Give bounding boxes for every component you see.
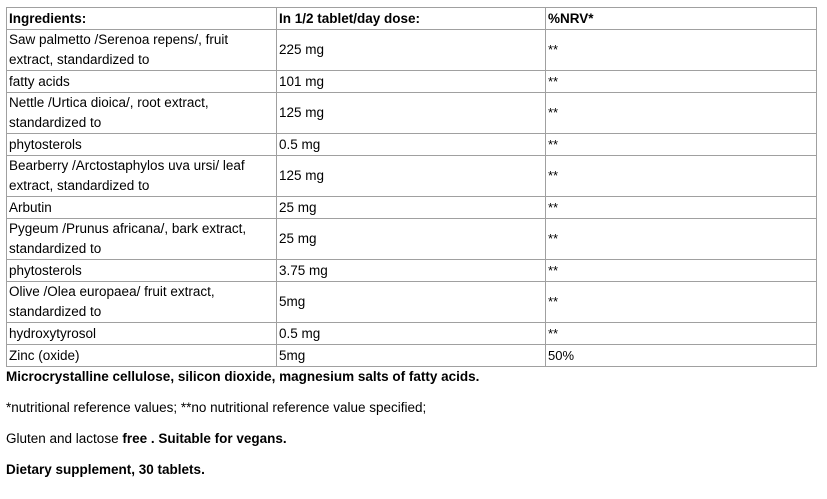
- dose-cell: 0.5 mg: [277, 323, 546, 345]
- nrv-cell: **: [546, 219, 817, 260]
- nrv-cell: **: [546, 323, 817, 345]
- table-row: [7, 156, 817, 197]
- notes-section: [6, 367, 816, 480]
- ingredient-cell: phytosterols: [7, 260, 277, 282]
- header-ingredients: Ingredients:: [7, 8, 277, 30]
- dose-cell: 5mg: [277, 282, 546, 323]
- dose-cell: 25 mg: [277, 219, 546, 260]
- nrv-cell: **: [546, 197, 817, 219]
- dose-cell: 101 mg: [277, 71, 546, 93]
- nrv-cell: **: [546, 260, 817, 282]
- dose-cell: 225 mg: [277, 30, 546, 71]
- ingredient-cell: Nettle /Urtica dioica/, root extract, standardized to: [7, 93, 277, 134]
- table-row: [7, 323, 817, 345]
- nrv-cell: **: [546, 93, 817, 134]
- gluten-free-label: free .: [122, 431, 155, 446]
- ingredient-cell: Pygeum /Prunus africana/, bark extract, standardized to: [7, 219, 277, 260]
- table-row: [7, 282, 817, 323]
- ingredient-cell: hydroxytyrosol: [7, 323, 277, 345]
- dose-cell: 125 mg: [277, 156, 546, 197]
- table-row: [7, 134, 817, 156]
- dose-cell: 5mg: [277, 345, 546, 367]
- ingredient-cell: Bearberry /Arctostaphylos uva ursi/ leaf extract, standardized to: [7, 156, 277, 197]
- product-info: [6, 7, 816, 480]
- dose-cell: 3.75 mg: [277, 260, 546, 282]
- ingredient-cell: phytosterols: [7, 134, 277, 156]
- ingredient-cell: Zinc (oxide): [7, 345, 277, 367]
- table-row: [7, 219, 817, 260]
- dose-cell: 125 mg: [277, 93, 546, 134]
- ingredient-cell: fatty acids: [7, 71, 277, 93]
- header-dose: In 1/2 tablet/day dose:: [277, 8, 546, 30]
- table-body: [7, 30, 817, 367]
- table-header-row: [7, 8, 817, 30]
- excipients-text: Microcrystalline cellulose, silicon dioxide, magnesium salts of fatty acids.: [6, 369, 480, 384]
- supplement-label: Dietary supplement, 30 tablets.: [6, 462, 205, 477]
- ingredients-table: [6, 7, 817, 367]
- ingredient-cell: Saw palmetto /Serenoa repens/, fruit extract, standardized to: [7, 30, 277, 71]
- dose-cell: 25 mg: [277, 197, 546, 219]
- table-row: [7, 30, 817, 71]
- gluten-vegan-note: [6, 429, 816, 449]
- table-row: [7, 71, 817, 93]
- nrv-footnote: *nutritional reference values; **no nutritional reference value specified;: [6, 400, 427, 415]
- table-row: [7, 93, 817, 134]
- nrv-cell: **: [546, 282, 817, 323]
- nrv-cell: **: [546, 30, 817, 71]
- table-row: [7, 260, 817, 282]
- nrv-cell: **: [546, 156, 817, 197]
- table-row: [7, 345, 817, 367]
- ingredient-cell: Arbutin: [7, 197, 277, 219]
- dose-cell: 0.5 mg: [277, 134, 546, 156]
- ingredient-cell: Olive /Olea europaea/ fruit extract, standardized to: [7, 282, 277, 323]
- table-row: [7, 197, 817, 219]
- vegan-label: Suitable for vegans.: [154, 431, 287, 446]
- gluten-prefix: Gluten and lactose: [6, 431, 123, 446]
- nrv-cell: 50%: [546, 345, 817, 367]
- header-nrv: %NRV*: [546, 8, 817, 30]
- nrv-cell: **: [546, 134, 817, 156]
- nrv-cell: **: [546, 71, 817, 93]
